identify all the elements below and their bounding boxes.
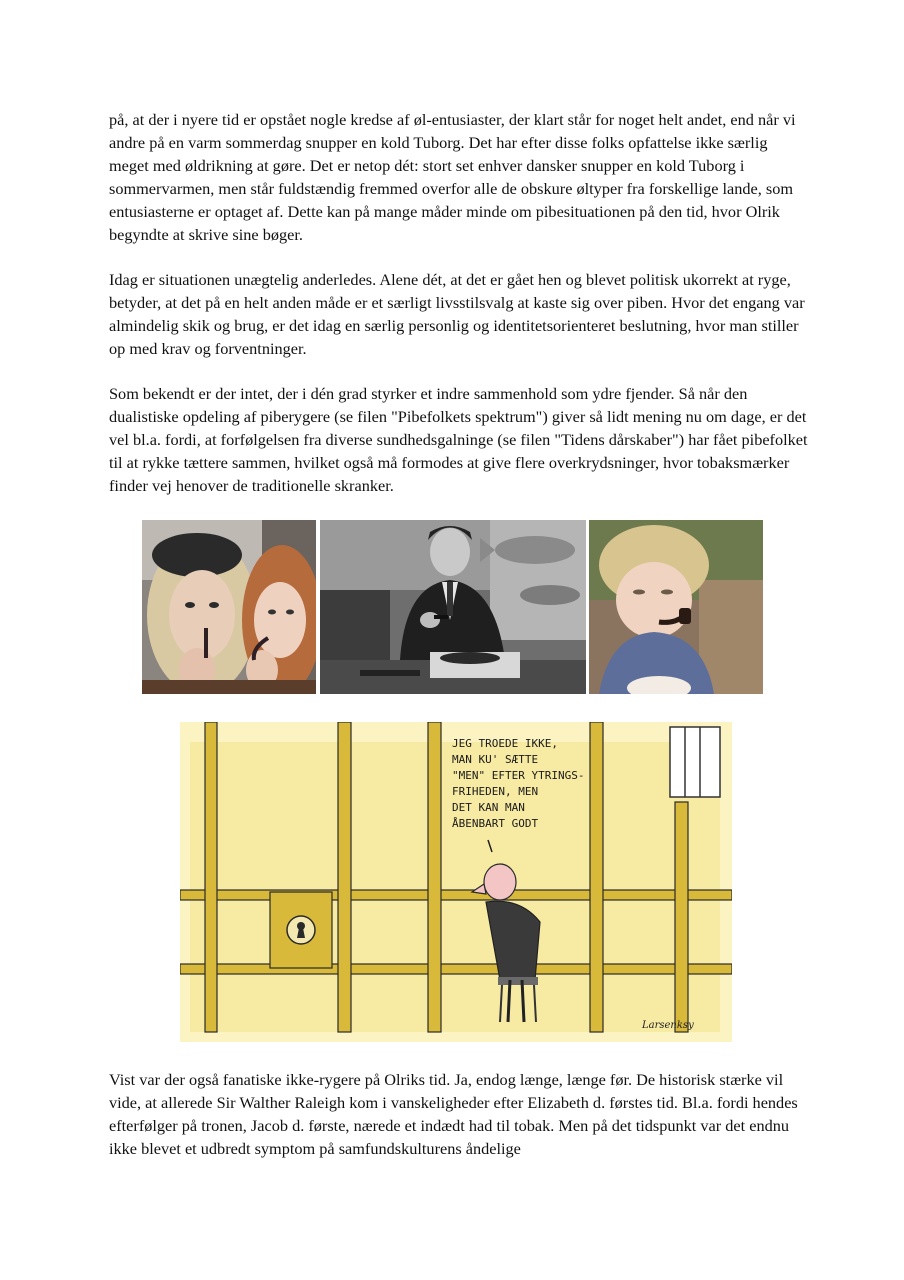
cartoon-signature: Larsenksy [642,1020,694,1031]
paragraph-3: Som bekendt er der intet, der i dén grad styrker et indre sammenhold som ydre fjender. Så når den dualistiske opdeling af piberygere (se filen "Pibefolkets spektrum") giver så lidt mening nu om dage, er det vel bl.a. fordi, at forfølgelsen fra diverse sundhedsgalninge (se filen "Tidens dårskaber") har fået pibefolket til at rykke tættere sammen, hvilket også må formodes at give flere overkrydsninger, hvor tobaksmærker finder vej henover de traditionelle skranker. [109,384,808,495]
paragraph-2: Idag er situationen unægtelig anderledes. Alene dét, at det er gået hen og blevet politisk ukorrekt at ryge, betyder, at det på en helt anden måde er et særligt livsstilsvalg at kaste sig over piben. Hvor det engang var almindelig skik og brug, er det idag en særlig personlig og identitetsorienteret beslutning, hvor man stiller op med krav og forventninger. [109,270,805,358]
prison-cartoon [180,722,732,1042]
speech-line-5: DET KAN MAN [452,801,525,814]
speech-line-1: JEG TROEDE IKKE, [452,737,558,750]
photo-child-with-pipe [589,520,763,694]
speech-line-6: ÅBENBART GODT [452,817,539,830]
speech-line-3: "MEN" EFTER YTRINGS- [452,769,585,782]
photo-women-with-pipes [142,520,316,694]
photo-man-with-record-player [320,520,586,694]
speech-line-2: MAN KU' SÆTTE [452,753,539,766]
paragraph-1: på, at der i nyere tid er opstået nogle kredse af øl-entusiaster, der klart står for noget helt andet, end når vi andre på en varm sommerdag snupper en kold Tuborg. Det har efter disse folks opfattelse ikke særlig meget med øldrikning at gøre. Det er netop dét: stort set enhver dansker snupper en kold Tuborg i sommervarmen, men står fuldstændig fremmed overfor alle de obskure øltyper fra forskellige lande, som entusiasterne er optaget af. Dette kan på mange måder minde om pibesituationen på den tid, hvor Olrik begyndte at skrive sine bøger. [109,110,796,244]
paragraph-4: Vist var der også fanatiske ikke-rygere på Olriks tid. Ja, endog længe, længe før. De historisk stærke vil vide, at allerede Sir Walther Raleigh kom i vanskeligheder efter Elizabeth d. førstes tid. Bl.a. fordi hendes efterfølger på tronen, Jacob d. første, nærede et indædt had til tobak. Men på det tidspunkt var det endnu ikke blevet et udbredt symptom på samfundskulturens åndelige [109,1070,798,1158]
speech-line-4: FRIHEDEN, MEN [452,785,539,798]
